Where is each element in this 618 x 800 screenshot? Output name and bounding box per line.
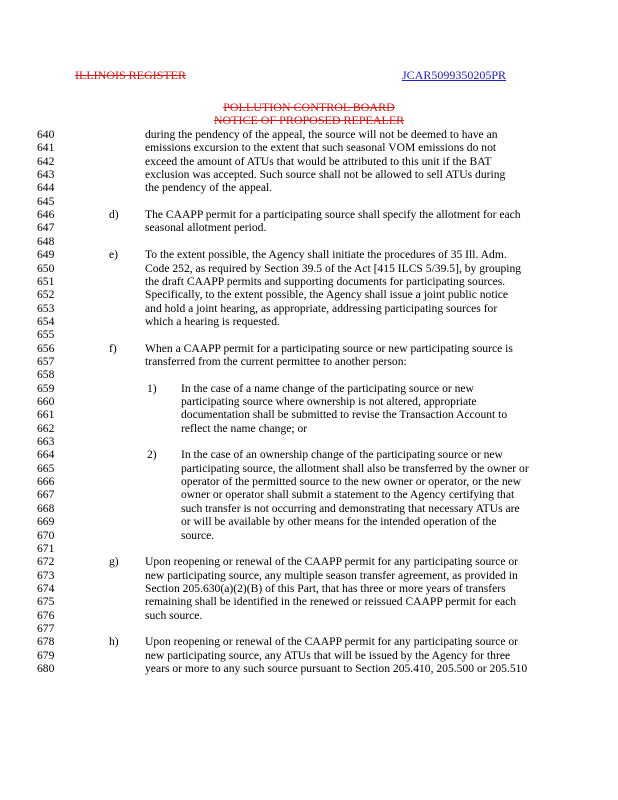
line-text: participating source, the allotment shall also be transferred by the owner or <box>181 461 529 475</box>
document-line <box>0 408 618 422</box>
line-text: documentation shall be submitted to revise the Transaction Account to <box>181 408 508 422</box>
document-line <box>0 141 618 155</box>
document-line <box>0 275 618 289</box>
document-line <box>0 195 618 209</box>
line-number: 680 <box>37 662 55 675</box>
line-number: 647 <box>37 221 55 235</box>
item-label: d) <box>109 208 119 222</box>
line-number: 670 <box>37 528 55 542</box>
line-number: 661 <box>37 408 55 422</box>
line-text: reflect the name change; or <box>181 421 308 435</box>
document-line <box>0 515 618 529</box>
document-line <box>0 569 618 583</box>
line-text: which a hearing is requested. <box>145 314 280 328</box>
line-number: 676 <box>37 608 55 622</box>
line-number: 665 <box>37 461 55 475</box>
line-text: participating source where ownership is not altered, appropriate <box>181 395 477 408</box>
document-line <box>0 128 618 142</box>
line-number: 677 <box>37 621 55 635</box>
line-number: 640 <box>37 128 55 141</box>
item-label: g) <box>109 555 119 569</box>
line-number: 641 <box>37 141 55 155</box>
document-line <box>0 221 618 235</box>
line-number: 655 <box>37 328 55 342</box>
line-number: 645 <box>37 194 55 208</box>
line-text: during the pendency of the appeal, the source will not be deemed to have an <box>145 128 498 141</box>
item-label: 2) <box>147 448 157 462</box>
agency-title: POLLUTION CONTROL BOARD <box>223 100 395 114</box>
line-number: 651 <box>37 274 55 288</box>
line-number: 643 <box>37 168 55 182</box>
line-number: 650 <box>37 261 55 275</box>
document-line <box>0 382 618 396</box>
line-number: 674 <box>37 581 55 595</box>
line-text: Section 205.630(a)(2)(B) of this Part, that has three or more years of transfers <box>145 581 506 595</box>
line-text: the pendency of the appeal. <box>145 181 273 195</box>
document-line <box>0 475 618 489</box>
document-line <box>0 435 618 449</box>
document-line <box>0 662 618 676</box>
line-text: Code 252, as required by Section 39.5 of the Act [415 ILCS 5/39.5], by grouping <box>145 261 522 275</box>
line-text: exceed the amount of ATUs that would be attributed to this unit if the BAT <box>145 154 492 168</box>
line-text: such source. <box>145 608 203 622</box>
line-number: 660 <box>37 395 55 408</box>
line-number: 666 <box>37 475 55 489</box>
line-number: 646 <box>37 208 55 222</box>
line-number: 658 <box>37 368 55 382</box>
document-line <box>0 502 618 516</box>
item-label: e) <box>109 248 119 262</box>
item-label: 1) <box>147 381 157 395</box>
document-line <box>0 355 618 369</box>
document-line <box>0 448 618 462</box>
line-text: exclusion was accepted. Such source shall not be allowed to sell ATUs during <box>145 168 506 182</box>
line-number: 656 <box>37 341 55 355</box>
document-line <box>0 595 618 609</box>
document-line <box>0 422 618 436</box>
line-text: or will be available by other means for the intended operation of the <box>181 515 497 529</box>
line-text: emissions excursion to the extent that such seasonal VOM emissions do not <box>145 141 497 155</box>
document-line <box>0 181 618 195</box>
line-text: and hold a joint hearing, as appropriate, addressing participating sources for <box>145 301 498 315</box>
line-text: The CAAPP permit for a participating source shall specify the allotment for each <box>145 208 521 222</box>
line-number: 671 <box>37 541 55 555</box>
register-title: ILLINOIS REGISTER <box>75 68 186 82</box>
document-line <box>0 555 618 569</box>
line-text: In the case of an ownership change of the participating source or new <box>181 448 503 462</box>
document-line <box>0 248 618 262</box>
line-number: 657 <box>37 354 55 368</box>
line-number: 648 <box>37 234 55 248</box>
notice-title: NOTICE OF PROPOSED REPEALER <box>213 113 405 127</box>
document-line <box>0 262 618 276</box>
line-text: To the extent possible, the Agency shall initiate the procedures of 35 Ill. Adm. <box>145 248 507 262</box>
document-line <box>0 208 618 222</box>
item-label: f) <box>109 341 117 355</box>
line-text: When a CAAPP permit for a participating source or new participating source is <box>145 341 513 355</box>
line-number: 642 <box>37 154 55 168</box>
document-line <box>0 462 618 476</box>
line-number: 652 <box>37 288 55 302</box>
document-line <box>0 622 618 636</box>
line-number: 678 <box>37 635 55 649</box>
document-line <box>0 609 618 623</box>
line-text: remaining shall be identified in the renewed or reissued CAAPP permit for each <box>145 595 517 609</box>
line-text: years or more to any such source pursuant to Section 205.410, 205.500 or 205.510 <box>145 662 528 675</box>
line-number: 649 <box>37 248 55 262</box>
document-line <box>0 395 618 409</box>
document-line <box>0 288 618 302</box>
document-id: JCAR5099350205PR <box>402 68 507 82</box>
line-text: the draft CAAPP permits and supporting documents for participating sources. <box>145 274 506 288</box>
line-number: 675 <box>37 595 55 609</box>
document-line <box>0 328 618 342</box>
line-text: Upon reopening or renewal of the CAAPP permit for any participating source or <box>145 555 519 569</box>
line-number: 679 <box>37 648 55 662</box>
line-text: seasonal allotment period. <box>145 221 267 235</box>
document-line <box>0 542 618 556</box>
line-number: 663 <box>37 435 55 449</box>
line-number: 644 <box>37 181 55 195</box>
line-number: 653 <box>37 301 55 315</box>
line-number: 664 <box>37 448 55 462</box>
document-line <box>0 235 618 249</box>
line-text: owner or operator shall submit a statement to the Agency certifying that <box>181 488 515 502</box>
document-line <box>0 529 618 543</box>
line-text: new participating source, any multiple season transfer agreement, as provided in <box>145 568 518 582</box>
document-line <box>0 649 618 663</box>
document-line <box>0 168 618 182</box>
item-label: h) <box>109 635 119 649</box>
document-line <box>0 342 618 356</box>
line-number: 672 <box>37 555 55 569</box>
line-number: 667 <box>37 488 55 502</box>
document-line <box>0 635 618 649</box>
document-line <box>0 155 618 169</box>
line-text: source. <box>181 528 215 542</box>
line-number: 668 <box>37 501 55 515</box>
line-text: In the case of a name change of the participating source or new <box>181 381 474 395</box>
line-text: Specifically, to the extent possible, the Agency shall issue a joint public notice <box>145 288 509 302</box>
line-number: 654 <box>37 314 55 328</box>
document-line <box>0 302 618 316</box>
line-number: 669 <box>37 515 55 529</box>
line-text: such transfer is not occurring and demonstrating that necessary ATUs are <box>181 501 520 515</box>
document-line <box>0 582 618 596</box>
line-text: transferred from the current permittee to another person: <box>145 354 407 368</box>
document-line <box>0 315 618 329</box>
document-line <box>0 368 618 382</box>
document-line <box>0 488 618 502</box>
line-number: 662 <box>37 421 55 435</box>
line-number: 659 <box>37 381 55 395</box>
line-text: Upon reopening or renewal of the CAAPP permit for any participating source or <box>145 635 519 649</box>
line-text: operator of the permitted source to the new owner or operator, or the new <box>181 475 522 489</box>
line-text: new participating source, any ATUs that will be issued by the Agency for three <box>145 648 511 662</box>
line-number: 673 <box>37 568 55 582</box>
